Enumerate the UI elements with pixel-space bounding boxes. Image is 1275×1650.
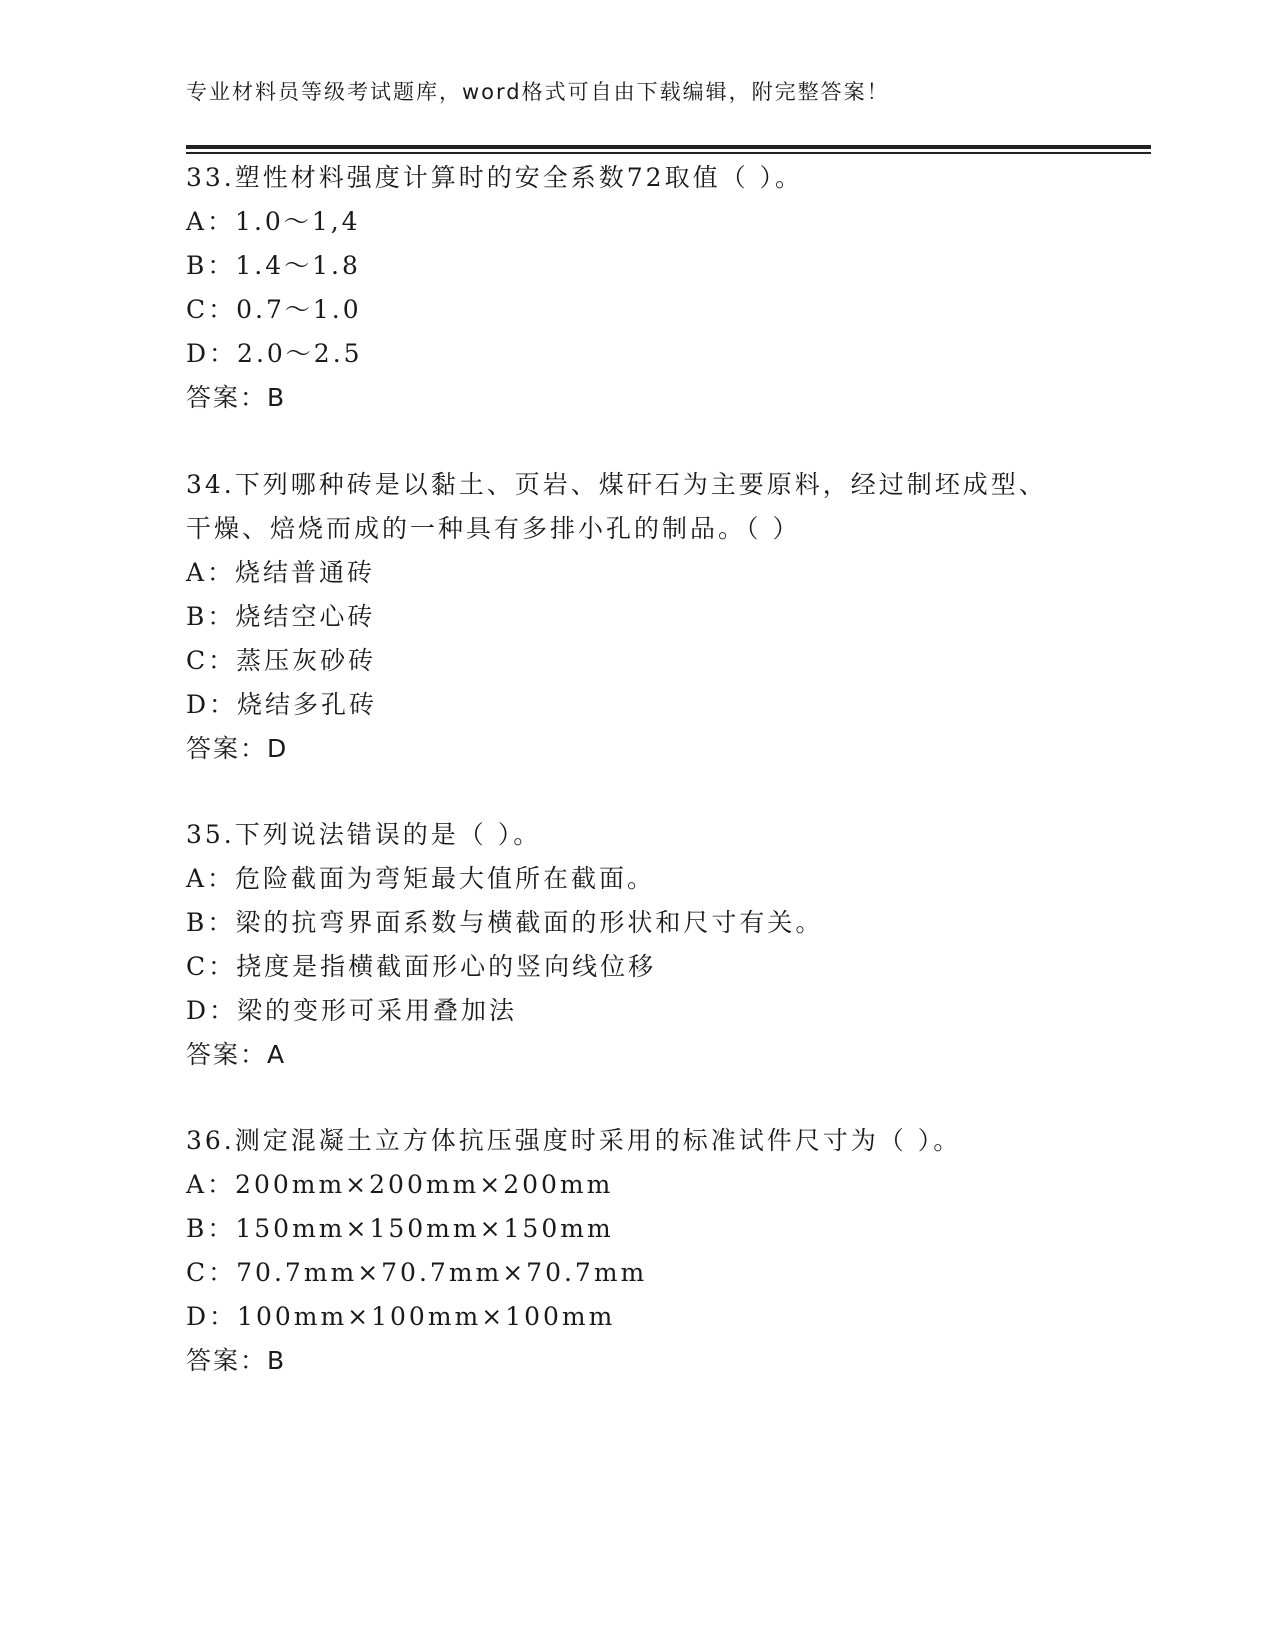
question-34-option-d: D：烧结多孔砖 (186, 690, 378, 719)
question-35-option-a: A：危险截面为弯矩最大值所在截面。 (186, 864, 656, 893)
question-34-stem-line-2: 干燥、焙烧而成的一种具有多排小孔的制品。（ ） (186, 514, 801, 543)
question-36-stem: 36.测定混凝土立方体抗压强度时采用的标准试件尺寸为（ ）。 (186, 1126, 962, 1155)
question-33-stem: 33.塑性材料强度计算时的安全系数72取值（ ）。 (186, 163, 804, 192)
question-36-option-b: B：150mm×150mm×150mm (186, 1214, 614, 1243)
question-36-option-a: A：200mm×200mm×200mm (186, 1170, 614, 1199)
question-36-option-d: D：100mm×100mm×100mm (186, 1302, 616, 1331)
question-33-option-c: C：0.7～1.0 (186, 295, 362, 324)
question-35-option-c: C：挠度是指横截面形心的竖向线位移 (186, 952, 657, 981)
header-text: 专业材料员等级考试题库，word格式可自由下载编辑，附完整答案！ (186, 80, 890, 104)
question-35-option-b: B：梁的抗弯界面系数与横截面的形状和尺寸有关。 (186, 908, 824, 937)
question-35-option-d: D：梁的变形可采用叠加法 (186, 996, 518, 1025)
question-34-option-a: A：烧结普通砖 (186, 558, 376, 587)
question-33-option-b: B：1.4～1.8 (186, 251, 361, 280)
question-33-answer: 答案：B (186, 383, 287, 412)
question-34-answer: 答案：D (186, 734, 289, 763)
header-rule-thick (186, 145, 1151, 149)
question-33-option-d: D：2.0～2.5 (186, 339, 363, 368)
question-34-option-c: C：蒸压灰砂砖 (186, 646, 377, 675)
question-36-answer: 答案：B (186, 1346, 287, 1375)
question-34-option-b: B：烧结空心砖 (186, 602, 376, 631)
question-34-stem-line-1: 34.下列哪种砖是以黏土、页岩、煤矸石为主要原料，经过制坯成型、 (186, 470, 1047, 499)
header-rule-thin (186, 152, 1151, 154)
question-33-option-a: A：1.0～1,4 (186, 207, 361, 236)
question-35-stem: 35.下列说法错误的是（ ）。 (186, 820, 542, 849)
question-35-answer: 答案：A (186, 1040, 287, 1069)
question-36-option-c: C：70.7mm×70.7mm×70.7mm (186, 1258, 648, 1287)
